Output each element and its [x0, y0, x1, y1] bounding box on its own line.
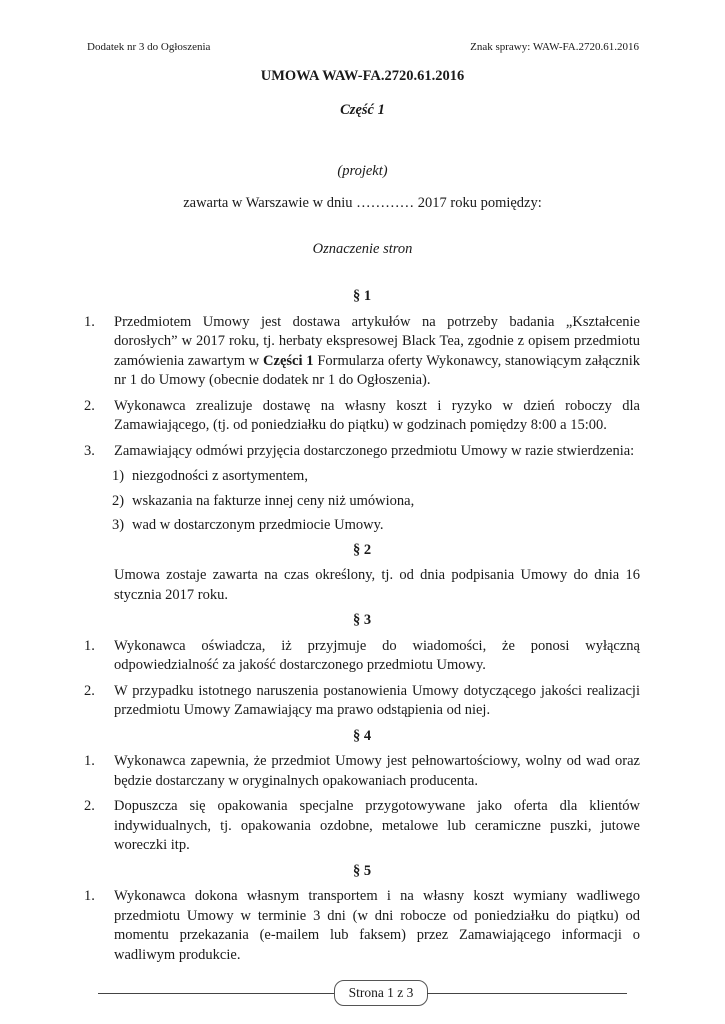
- page-number-badge: Strona 1 z 3: [334, 980, 428, 1006]
- section-2-text: Umowa zostaje zawarta na czas określony, tj. od dnia podpisania Umowy do dnia 16 stycznia 2017 roku.: [114, 567, 640, 603]
- item-number: 2.: [84, 682, 95, 699]
- section-1-subitem-1: [84, 467, 640, 487]
- header-left: Dodatek nr 3 do Ogłoszenia: [87, 41, 211, 53]
- contract-body: [84, 287, 640, 971]
- item-text: Wykonawca zapewnia, że przedmiot Umowy jest pełnowartościowy, wolny od wad oraz będzie dostarczany w oryginalnych opakowaniach producenta.: [114, 753, 640, 789]
- section-1-item-2: [84, 397, 640, 436]
- part-label: Część 1: [340, 102, 385, 118]
- item-text: Formularza oferty Wykonawcy, stanowiącym załącznik nr 1 do Umowy (obecnie dodatek nr 1 do Ogłoszenia).: [114, 352, 641, 388]
- item-bold-text: Części 1: [263, 352, 314, 369]
- section-5-item-1: [84, 887, 640, 965]
- section-1-title: § 1: [352, 288, 372, 304]
- item-number: 1.: [84, 637, 95, 654]
- subitem-number: 3): [112, 517, 125, 533]
- footer-rule-left: [98, 993, 335, 994]
- parties-heading: Oznaczenie stron: [312, 241, 413, 257]
- section-2-title: § 2: [352, 541, 372, 558]
- document-title: UMOWA WAW-FA.2720.61.2016: [260, 68, 465, 84]
- subitem-text: wskazania na fakturze innej ceny niż umówiona,: [132, 492, 415, 509]
- item-number: 3.: [84, 442, 95, 459]
- section-3-item-1: [84, 637, 640, 676]
- section-1-subitem-2: [84, 492, 640, 512]
- item-text: Zamawiający odmówi przyjęcia dostarczonego przedmiotu Umowy w razie stwierdzenia:: [114, 442, 635, 459]
- item-number: 1.: [84, 753, 95, 769]
- section-4-item-2: [84, 797, 640, 856]
- item-number: 1.: [84, 888, 95, 904]
- section-4-title: § 4: [352, 727, 372, 744]
- section-3-title: § 3: [352, 612, 372, 628]
- item-number: 2.: [84, 798, 95, 814]
- item-number: 1.: [84, 313, 95, 330]
- section-1-subitem-3: [84, 516, 640, 536]
- concluded-line: zawarta w Warszawie w dniu ………… 2017 roku pomiędzy:: [183, 195, 542, 211]
- header-right: Znak sprawy: WAW-FA.2720.61.2016: [470, 41, 639, 53]
- subitem-text: niezgodności z asortymentem,: [132, 468, 308, 484]
- item-text: Przedmiotem Umowy jest dostawa artykułów na potrzeby badania „Kształcenie dorosłych” w 2017 roku, tj. herbaty ekspresowej Black Tea, zgodnie z opisem przedmiotu zamówienia zawartym w: [114, 313, 640, 369]
- subitem-number: 2): [112, 492, 125, 509]
- item-text: Wykonawca oświadcza, iż przyjmuje do wiadomości, że ponosi wyłączną odpowiedzialność za jakość dostarczonego przedmiotu Umowy.: [114, 637, 640, 673]
- item-text: Wykonawca dokona własnym transportem i na własny koszt wymiany wadliwego przedmiotu Umowy w terminie 3 dni (w dni robocze od poniedziałku do piątku) od momentu przekazania (e-mailem lub faksem) przez Zamawiającego informacji o wadliwym produkcie.: [114, 888, 640, 963]
- draft-label: (projekt): [337, 163, 388, 179]
- section-5-title: § 5: [352, 862, 372, 879]
- subitem-text: wad w dostarczonym przedmiocie Umowy.: [132, 517, 384, 533]
- section-1-item-1: [84, 313, 640, 391]
- section-4-item-1: [84, 752, 640, 791]
- subitem-number: 1): [112, 468, 125, 484]
- item-text: W przypadku istotnego naruszenia postanowienia Umowy dotyczącego jakości realizacji przedmiotu Umowy Zamawiający ma prawo odstąpienia od niej.: [114, 682, 640, 718]
- footer-rule-right: [427, 993, 627, 994]
- item-text: Dopuszcza się opakowania specjalne przygotowywane jako oferta dla klientów indywidualnych, tj. opakowania ozdobne, metalowe lub ceramiczne puszki, jutowe woreczki itp.: [114, 798, 640, 853]
- item-number: 2.: [84, 397, 95, 414]
- section-3-item-2: [84, 682, 640, 721]
- item-text: Wykonawca zrealizuje dostawę na własny koszt i ryzyko w dzień roboczy dla Zamawiającego, (tj. od poniedziałku do piątku) w godzinach pomiędzy 8:00 a 15:00.: [114, 397, 640, 433]
- section-1-item-3: [84, 442, 640, 462]
